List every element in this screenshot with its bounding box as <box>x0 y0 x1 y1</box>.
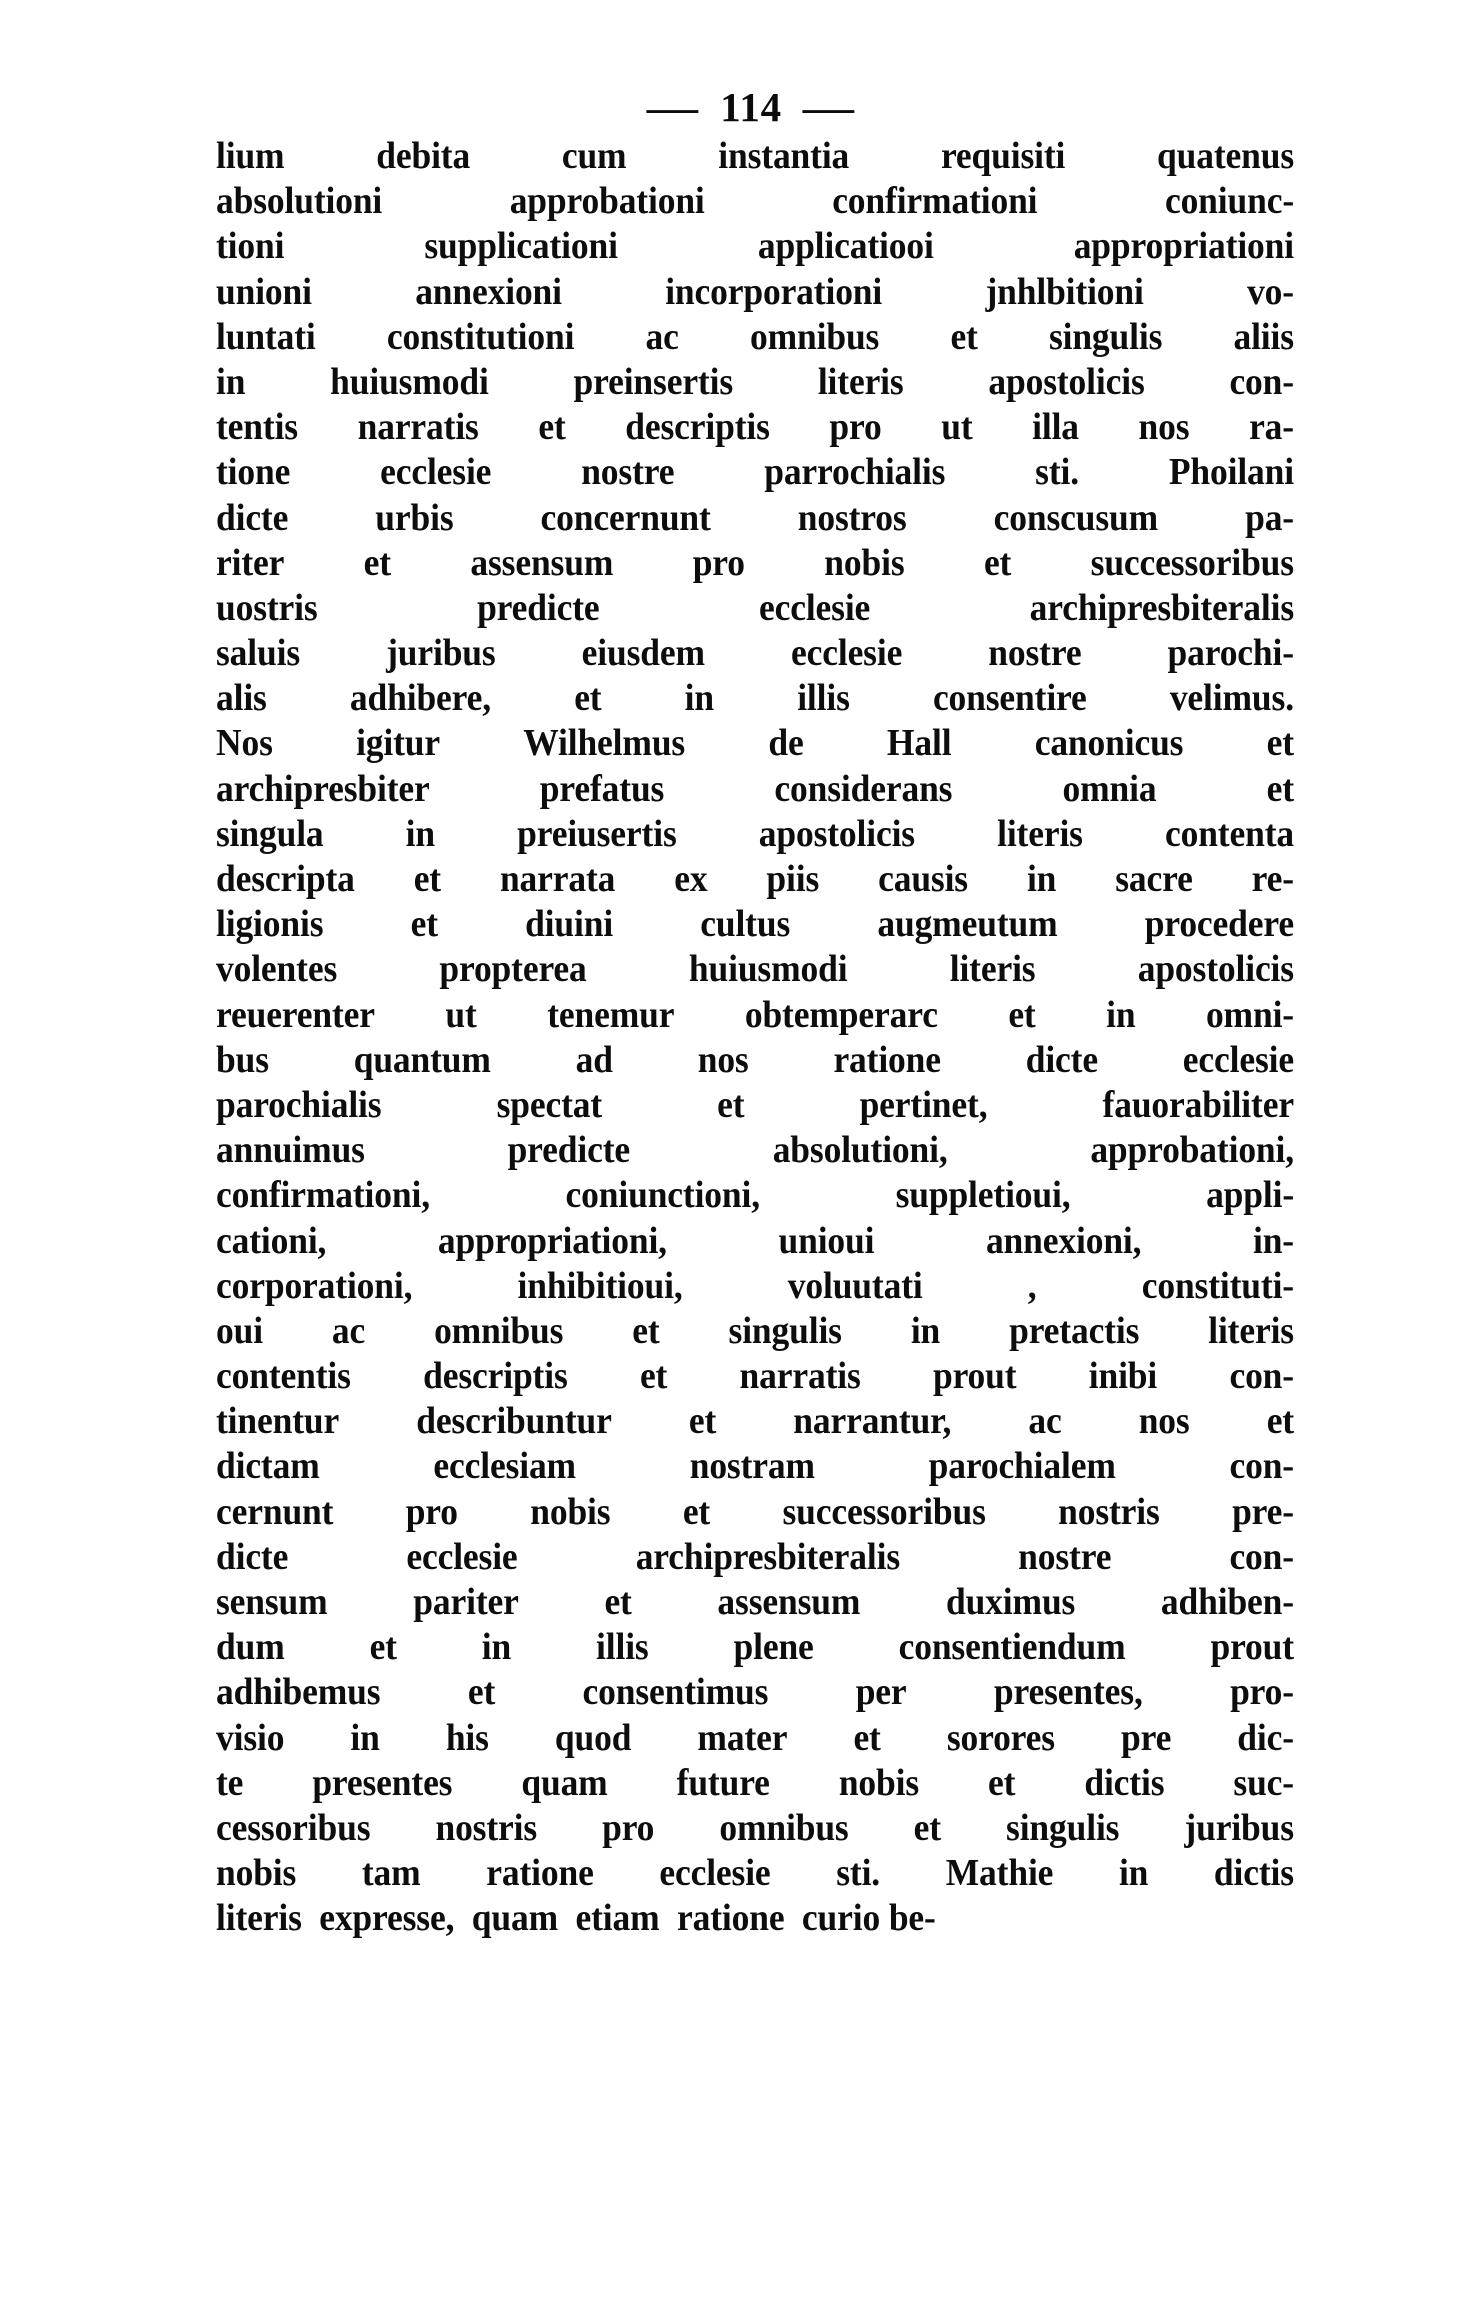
text-word: pariter <box>413 1580 519 1623</box>
text-word: tione <box>216 450 291 493</box>
text-word: re- <box>1251 857 1294 900</box>
text-word: supplicationi <box>424 224 618 267</box>
text-line <box>216 222 1294 270</box>
text-word: con- <box>1229 1534 1294 1578</box>
text-word: ad <box>575 1037 613 1081</box>
text-line <box>216 1578 1294 1626</box>
text-word: pro <box>602 1806 655 1849</box>
text-word: juribus <box>1184 1806 1294 1849</box>
text-word: dictam <box>216 1444 320 1487</box>
page-number: 114 <box>720 84 782 130</box>
text-word: et <box>988 1760 1016 1804</box>
text-word: et <box>950 314 978 358</box>
text-word: et <box>853 1715 881 1759</box>
text-word: apostolicis <box>758 811 915 855</box>
text-word: sensum <box>216 1580 328 1623</box>
text-line <box>216 1036 1294 1084</box>
text-line <box>216 1126 1294 1174</box>
text-word: assensum <box>470 540 614 584</box>
text-word: huiusmodi <box>688 947 848 990</box>
text-line <box>216 1217 1294 1265</box>
text-word: nostre <box>988 631 1082 674</box>
text-word: fauorabiliter <box>1102 1083 1294 1126</box>
text-word: cessoribus <box>216 1806 371 1849</box>
text-word: pre- <box>1232 1489 1294 1533</box>
text-word: ecclesie <box>659 1851 771 1894</box>
text-word: contenta <box>1164 811 1294 855</box>
text-word: sti. <box>836 1851 881 1894</box>
text-word: igitur <box>356 721 441 764</box>
text-word: suppletioui, <box>895 1173 1071 1216</box>
text-word: Phoilani <box>1168 450 1294 493</box>
text-line <box>216 1714 1294 1762</box>
text-word: in <box>481 1625 512 1668</box>
text-line <box>216 810 1294 858</box>
text-word: et <box>983 540 1012 584</box>
text-word: successoribus <box>1090 540 1294 584</box>
text-word: con- <box>1229 360 1294 403</box>
text-word: quantum <box>353 1037 491 1081</box>
text-word: illa <box>1032 405 1079 448</box>
text-word: annexioni <box>415 269 562 313</box>
text-word: nos <box>1138 1399 1190 1442</box>
text-word: dictis <box>1084 1760 1165 1804</box>
text-line <box>216 539 1294 587</box>
text-line <box>216 403 1294 451</box>
text-word: omnibus <box>749 314 880 358</box>
text-word: his <box>445 1715 489 1759</box>
text-word: huiusmodi <box>330 360 489 403</box>
text-word: archipresbiteralis <box>1029 585 1294 629</box>
body-text-block <box>216 132 1294 1940</box>
text-word: cultus <box>700 902 791 945</box>
text-word: describuntur <box>416 1399 612 1442</box>
text-word: assensum <box>717 1580 861 1623</box>
text-word: singulis <box>1048 314 1163 358</box>
text-word: nos <box>1138 405 1190 448</box>
text-word: pro <box>405 1489 458 1533</box>
text-word: ut <box>445 992 477 1036</box>
text-word: dum <box>216 1625 285 1668</box>
text-word: dic- <box>1237 1715 1294 1759</box>
text-word: causis <box>878 857 968 900</box>
text-word: literis <box>817 360 904 403</box>
text-word: con- <box>1229 1444 1294 1487</box>
text-word: preiusertis <box>517 811 677 855</box>
text-word: propterea <box>439 947 587 990</box>
text-word: parochialem <box>928 1444 1116 1487</box>
text-word: et <box>467 1670 496 1713</box>
text-word: prout <box>1210 1625 1294 1668</box>
text-word: Mathie <box>945 1851 1054 1894</box>
text-word: cum <box>561 134 627 177</box>
text-word: dictis <box>1213 1851 1294 1894</box>
text-line <box>216 313 1294 361</box>
text-word: visio <box>216 1715 285 1759</box>
text-word: reuerenter <box>216 992 375 1036</box>
text-line <box>216 1533 1294 1581</box>
text-word: narratis <box>357 405 479 448</box>
text-word: inhibitioui, <box>517 1263 683 1307</box>
text-word: ecclesiam <box>433 1444 576 1487</box>
text-word: omni- <box>1205 992 1294 1036</box>
text-word: et <box>574 676 602 719</box>
text-word: omnibus <box>434 1308 564 1352</box>
text-word: de <box>768 721 804 764</box>
text-word: urbis <box>375 495 454 539</box>
text-word: nostris <box>435 1806 538 1849</box>
text-word: et <box>913 1806 941 1849</box>
text-line <box>216 1352 1294 1400</box>
text-word: et <box>604 1580 632 1623</box>
text-line <box>216 1081 1294 1129</box>
text-word: coniunc- <box>1164 179 1294 222</box>
text-word: absolutioni, <box>772 1128 948 1171</box>
text-word: te <box>216 1760 244 1804</box>
text-word: cernunt <box>216 1489 334 1533</box>
text-word: instantia <box>718 134 850 177</box>
text-word: nos <box>697 1037 749 1081</box>
text-word: quatenus <box>1157 134 1294 177</box>
text-word: et <box>413 857 441 900</box>
text-line <box>216 177 1294 225</box>
text-word: volentes <box>216 947 338 990</box>
text-word: inibi <box>1088 1354 1158 1397</box>
text-line <box>216 900 1294 948</box>
text-word: singulis <box>728 1308 842 1352</box>
text-word: duximus <box>945 1580 1076 1623</box>
text-word: voluutati <box>787 1263 923 1307</box>
text-line <box>216 1849 1294 1897</box>
text-word: corporationi, <box>216 1263 413 1307</box>
text-word: ecclesie <box>791 631 903 674</box>
text-word: et <box>538 405 566 448</box>
text-word: narrantur, <box>793 1399 952 1442</box>
text-word: consentimus <box>582 1670 769 1713</box>
text-word: tam <box>361 1851 421 1894</box>
text-word: et <box>1266 1399 1294 1442</box>
text-word: approbationi, <box>1090 1128 1294 1171</box>
text-word: in <box>1026 857 1057 900</box>
text-word: adhiben- <box>1160 1580 1294 1623</box>
text-word: singula <box>216 811 324 855</box>
text-line <box>216 674 1294 722</box>
text-word: diuini <box>525 902 614 945</box>
text-word: tenemur <box>547 992 675 1036</box>
text-word: consentire <box>932 676 1087 719</box>
text-word: dicte <box>216 495 289 539</box>
text-word: ratione <box>833 1037 941 1081</box>
text-line <box>216 991 1294 1039</box>
text-word: in <box>216 360 246 403</box>
text-word: oui <box>216 1308 263 1352</box>
text-word: obtemperarc <box>744 992 938 1036</box>
text-word: et <box>1266 721 1294 764</box>
text-word: appropriationi, <box>437 1218 667 1262</box>
folio-rule-right: — <box>802 84 856 130</box>
text-line <box>216 719 1294 767</box>
text-word: canonicus <box>1034 721 1184 764</box>
text-word: adhibemus <box>216 1670 381 1713</box>
text-word: cationi, <box>216 1218 327 1262</box>
text-word: et <box>369 1625 397 1668</box>
text-word: pa- <box>1245 495 1294 539</box>
text-word: parochialis <box>216 1083 382 1126</box>
text-word: descriptis <box>423 1354 568 1397</box>
text-word: nobis <box>216 1851 297 1894</box>
text-word: nobis <box>824 540 905 584</box>
text-word: contentis <box>216 1354 351 1397</box>
text-word: tioni <box>216 224 285 267</box>
text-word: narrata <box>499 857 616 900</box>
text-word: singulis <box>1006 1806 1120 1849</box>
text-word: constituti- <box>1141 1263 1294 1307</box>
text-word: confirmationi <box>832 179 1038 222</box>
text-word: dicte <box>1025 1037 1098 1081</box>
text-line <box>216 1488 1294 1536</box>
text-word: ac <box>645 314 679 358</box>
text-word: ac <box>1028 1399 1062 1442</box>
text-word: in <box>910 1308 941 1352</box>
text-word: archipresbiteralis <box>635 1534 901 1578</box>
text-line <box>216 945 1294 993</box>
text-word: saluis <box>216 631 300 674</box>
text-word: in <box>1118 1851 1149 1894</box>
text-word: , <box>1027 1263 1037 1307</box>
text-word: consentiendum <box>898 1625 1126 1668</box>
text-word: dicte <box>216 1534 289 1578</box>
text-word: adhibere, <box>349 676 491 719</box>
text-word: sacre <box>1115 857 1193 900</box>
text-word: velimus. <box>1169 676 1294 719</box>
text-line <box>216 1442 1294 1490</box>
folio-rule-left: — <box>647 84 700 130</box>
text-word: nobis <box>530 1489 611 1533</box>
text-word: debita <box>376 134 471 177</box>
text-word: pertinet, <box>859 1083 988 1126</box>
text-word: ex <box>674 857 708 900</box>
text-word: bus <box>216 1037 269 1081</box>
text-line <box>216 765 1294 813</box>
text-word: in <box>684 676 714 719</box>
text-word: presentes <box>312 1760 453 1804</box>
text-line <box>216 1623 1294 1671</box>
text-word: con- <box>1229 1354 1294 1397</box>
text-word: piis <box>766 857 820 900</box>
text-word: suc- <box>1233 1760 1294 1804</box>
text-line <box>216 1262 1294 1310</box>
text-word: uostris <box>216 585 318 629</box>
text-word: unioui <box>778 1218 875 1262</box>
text-word: ra- <box>1249 405 1294 448</box>
text-word: et <box>1266 766 1294 810</box>
text-word: et <box>363 540 391 584</box>
text-word: requisiti <box>940 134 1066 177</box>
text-word: Nos <box>216 721 273 764</box>
text-word: presentes, <box>993 1670 1143 1713</box>
text-word: concernunt <box>540 495 711 539</box>
text-word: nostris <box>1058 1489 1160 1533</box>
text-word: in- <box>1252 1218 1294 1262</box>
text-word: applicatiooi <box>757 224 934 267</box>
text-word: pro <box>692 540 745 584</box>
text-word: omnia <box>1062 766 1157 810</box>
text-word: et <box>632 1308 660 1352</box>
text-word: conscusum <box>993 495 1159 539</box>
text-line <box>216 1759 1294 1807</box>
text-line: literis expresse, quam etiam ratione curio be- <box>216 1896 936 1939</box>
text-word: et <box>1008 992 1036 1036</box>
text-line <box>216 1668 1294 1716</box>
text-word: predicte <box>477 585 600 629</box>
text-word: pro- <box>1230 1670 1294 1713</box>
text-word: procedere <box>1144 902 1294 945</box>
text-word: ecclesie <box>758 585 871 629</box>
text-word: jnhlbitioni <box>985 269 1144 313</box>
text-word: mater <box>697 1715 788 1759</box>
text-word: apostolicis <box>988 360 1145 403</box>
text-line <box>216 1397 1294 1445</box>
text-word: ecclesie <box>380 450 492 493</box>
text-word: ut <box>941 405 973 448</box>
text-word: et <box>682 1489 711 1533</box>
text-word: quod <box>554 1715 632 1759</box>
text-word: pretactis <box>1009 1308 1140 1352</box>
text-word: et <box>717 1083 745 1126</box>
text-word: tentis <box>216 405 298 448</box>
text-word: descriptis <box>625 405 770 448</box>
text-word: nobis <box>838 1760 920 1804</box>
text-word: pro <box>829 405 882 448</box>
text-word: in <box>1106 992 1136 1036</box>
text-line <box>216 358 1294 406</box>
text-word: per <box>855 1670 907 1713</box>
text-word: omnibus <box>719 1806 849 1849</box>
text-line <box>216 1307 1294 1355</box>
text-word: unioni <box>216 269 312 313</box>
text-word: eiusdem <box>581 631 705 674</box>
text-word: descripta <box>216 857 355 900</box>
text-word: luntati <box>216 314 316 358</box>
text-word: predicte <box>507 1128 630 1171</box>
text-word: constitutioni <box>386 314 575 358</box>
text-word: nostre <box>581 450 675 493</box>
text-word: ecclesie <box>1182 1037 1294 1081</box>
text-word: nostre <box>1018 1534 1112 1578</box>
text-word: in <box>405 811 435 855</box>
text-word: quam <box>521 1760 608 1804</box>
text-word: nostros <box>797 495 907 539</box>
text-word: lium <box>216 134 285 177</box>
text-word: narratis <box>739 1354 861 1397</box>
text-word: ratione <box>486 1851 594 1894</box>
text-word: tinentur <box>216 1399 340 1442</box>
text-word: future <box>676 1760 770 1804</box>
text-word: archipresbiter <box>216 766 430 810</box>
text-word: literis <box>997 811 1083 855</box>
text-word: parrochialis <box>764 450 946 493</box>
text-word: literis <box>1208 1308 1294 1352</box>
text-word: in <box>350 1715 380 1759</box>
text-word: vo- <box>1247 269 1294 313</box>
text-word: alis <box>216 676 267 719</box>
text-word: ac <box>331 1308 366 1352</box>
text-line <box>216 132 1294 180</box>
text-word: prefatus <box>539 766 665 810</box>
text-line <box>216 855 1294 903</box>
text-word: parochi- <box>1167 631 1294 674</box>
text-word: juribus <box>386 631 496 674</box>
text-word: appropriationi <box>1073 224 1294 267</box>
text-word: considerans <box>774 766 953 810</box>
text-line <box>216 584 1294 632</box>
text-line <box>216 494 1294 542</box>
text-word: illis <box>596 1625 649 1668</box>
text-word: aliis <box>1233 314 1294 358</box>
text-word: Wilhelmus <box>523 721 686 764</box>
text-word: prout <box>932 1354 1017 1397</box>
text-line <box>216 1804 1294 1852</box>
text-word: annexioni, <box>985 1218 1142 1262</box>
text-word: literis <box>949 947 1036 990</box>
text-word: nostram <box>689 1444 815 1487</box>
text-word: Hall <box>886 721 952 764</box>
text-word: annuimus <box>216 1128 365 1171</box>
text-word: sti. <box>1035 450 1079 493</box>
text-line <box>216 448 1294 496</box>
text-line <box>216 1171 1294 1219</box>
text-word: augmeutum <box>877 902 1058 945</box>
text-word: ecclesie <box>406 1534 518 1578</box>
text-word: apostolicis <box>1137 947 1294 990</box>
text-word: riter <box>216 540 285 584</box>
text-word: et <box>410 902 438 945</box>
text-word: pre <box>1121 1715 1172 1759</box>
text-word: preinsertis <box>573 360 734 403</box>
text-word: sorores <box>946 1715 1055 1759</box>
text-line <box>216 268 1294 316</box>
text-word: illis <box>797 676 850 719</box>
text-word: absolutioni <box>216 179 383 222</box>
text-word: incorporationi <box>665 269 883 313</box>
text-word: approbationi <box>509 179 705 222</box>
text-word: et <box>688 1399 717 1442</box>
text-word: ligionis <box>216 902 324 945</box>
text-word: et <box>639 1354 668 1397</box>
text-line <box>216 629 1294 677</box>
text-word: spectat <box>496 1083 603 1126</box>
text-word: confirmationi, <box>216 1173 430 1216</box>
text-word: appli- <box>1206 1173 1294 1216</box>
text-word: coniunctioni, <box>565 1173 760 1216</box>
text-word: plene <box>733 1625 814 1668</box>
text-word: successoribus <box>782 1489 986 1533</box>
